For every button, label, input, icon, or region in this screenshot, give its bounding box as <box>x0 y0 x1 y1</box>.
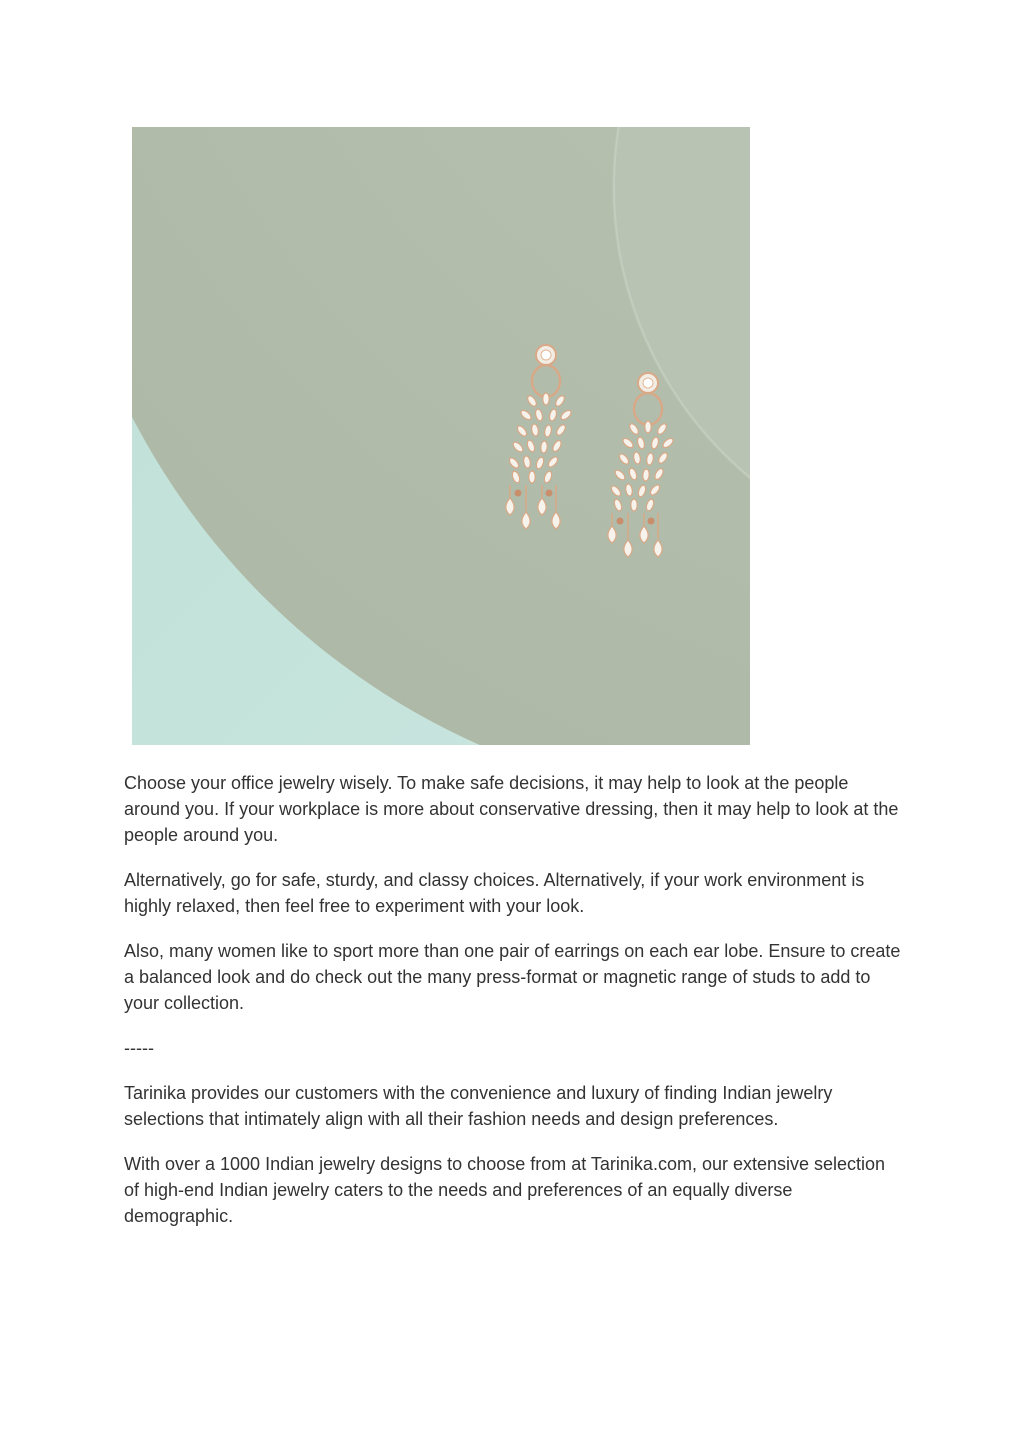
paragraph: Tarinika provides our customers with the convenience and luxury of finding Indian jewelry selections that intimately align with all their fashion needs and design preferences. <box>124 1083 833 1129</box>
earrings-photo <box>132 127 750 745</box>
paragraph: With over a 1000 Indian jewelry designs to choose from at Tarinika.com, our extensive selection of high-end Indian jewelry caters to the needs and preferences of an equally diverse demographic. <box>124 1154 886 1226</box>
paragraph: Also, many women like to sport more than one pair of earrings on each ear lobe. Ensure to create a balanced look and do check out the many press-format or magnetic range of studs to add to your collection. <box>124 941 901 1013</box>
paragraph: Choose your office jewelry wisely. To make safe decisions, it may help to look at the people around you. If your workplace is more about conservative dressing, then it may help to look at the people around you. <box>124 773 899 845</box>
paragraph: Alternatively, go for safe, sturdy, and classy choices. Alternatively, if your work environment is highly relaxed, then feel free to experiment with your look. <box>124 870 865 916</box>
separator: ----- <box>124 1038 154 1058</box>
article-body <box>124 770 904 1248</box>
